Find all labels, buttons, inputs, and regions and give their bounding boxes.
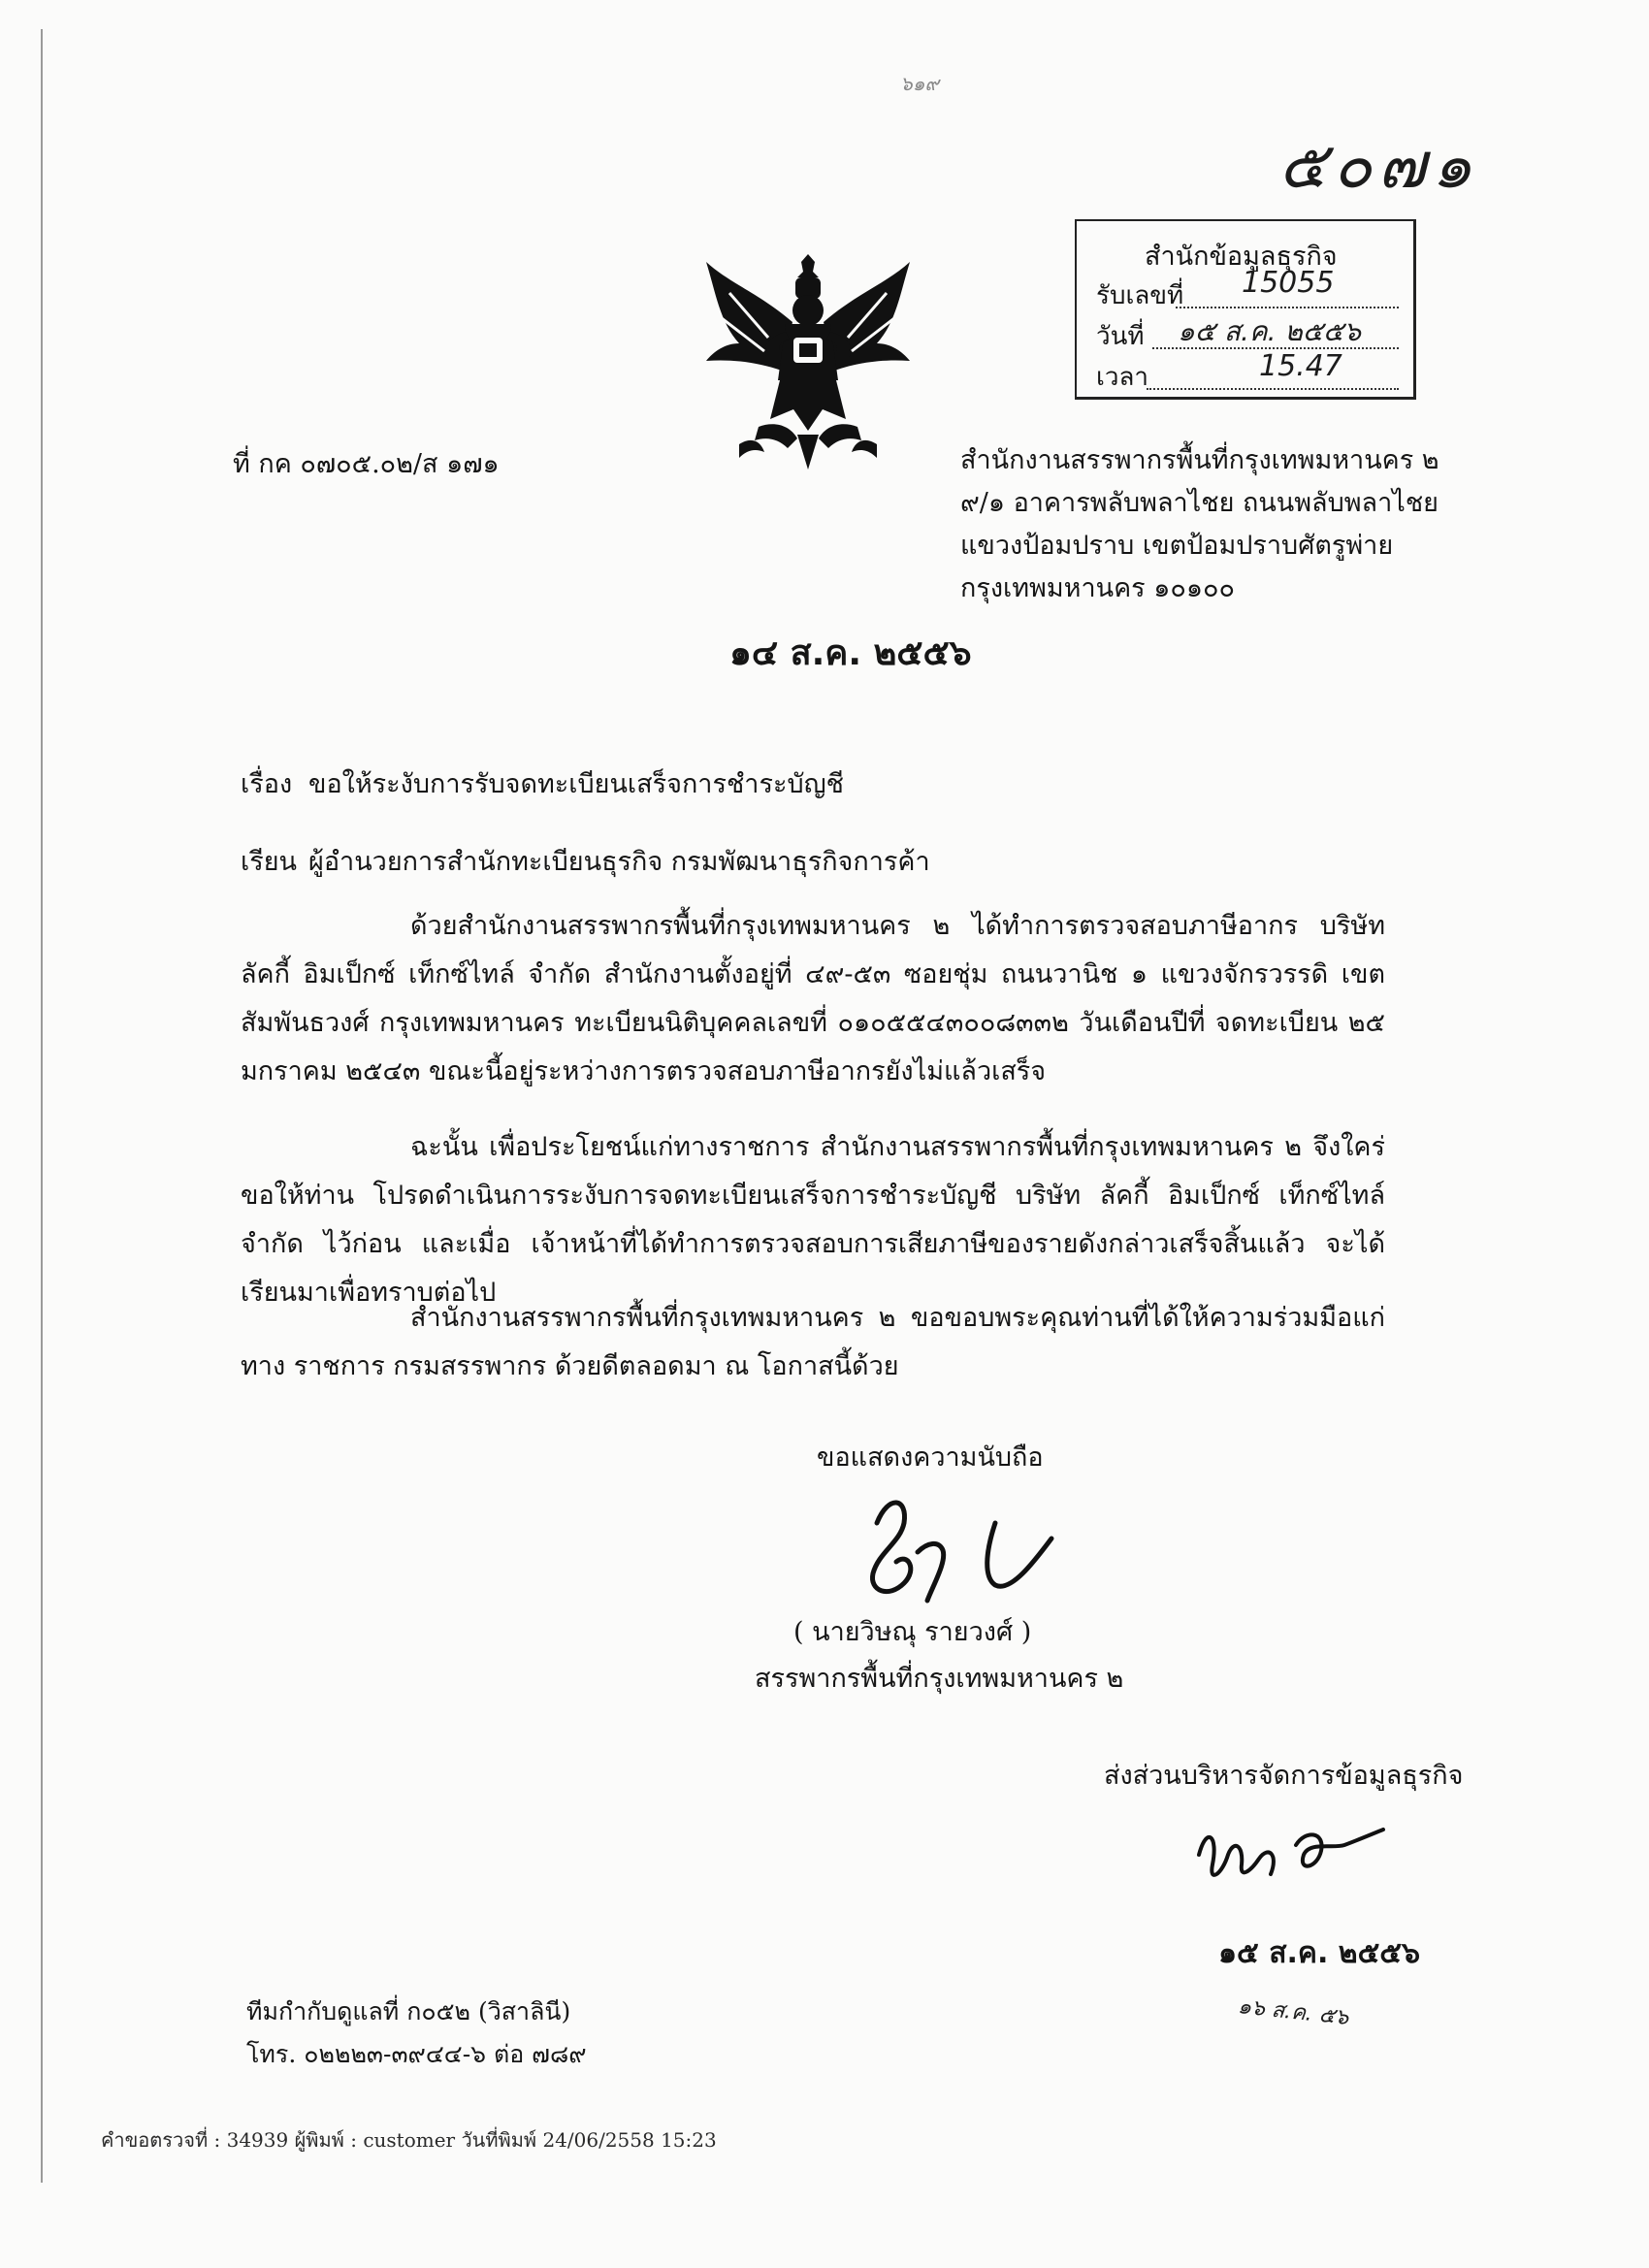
signature-icon bbox=[850, 1484, 1063, 1610]
stamp-receive-value: 15055 bbox=[1242, 266, 1335, 300]
forward-date: ๑๕ ส.ค. ๒๕๕๖ bbox=[1218, 1936, 1421, 1970]
forward-note: ส่งส่วนบริหารจัดการข้อมูลธุรกิจ bbox=[1104, 1761, 1464, 1791]
forward-initials: ๑๖ ส.ค. ๕๖ bbox=[1236, 1994, 1350, 2030]
receiving-stamp bbox=[1075, 219, 1416, 400]
sender-address-line-1: สำนักงานสรรพากรพื้นที่กรุงเทพมหานคร ๒ bbox=[960, 445, 1439, 475]
stamp-date-value: ๑๕ ส.ค. ๒๕๕๖ bbox=[1178, 315, 1361, 347]
stamp-dots bbox=[1147, 388, 1399, 390]
stamp-receive-label: รับเลขที่ bbox=[1096, 281, 1184, 310]
subject-label: เรื่อง bbox=[241, 769, 293, 799]
stamp-time-label: เวลา bbox=[1096, 363, 1149, 392]
paragraph-2 bbox=[241, 1123, 1385, 1317]
sender-address-line-3: แขวงป้อมปราบ เขตป้อมปราบศัตรูพ่าย bbox=[960, 531, 1394, 561]
paragraph-1-text: ด้วยสำนักงานสรรพากรพื้นที่กรุงเทพมหานคร ๒ ได้ทำการตรวจสอบภาษีอากร บริษัท ลัคกี้ อิมเป็กซ์ เท็กซ์ไทล์ จำกัด สำนักงานตั้งอยู่ที่ ๔๙-๕๓ ซอยชุ่ม ถนนวานิช ๑ แขวงจักรวรรดิ เขตสัมพันธวงศ์ กรุงเทพมหานคร ทะเบียนนิติบุคคลเลขที่ ๐๑๐๕๕๔๓๐๐๘๓๓๒ วันเดือนปีที่ จดทะเบียน ๒๕ มกราคม ๒๕๔๓ ขณะนี้อยู่ระหว่างการตรวจสอบภาษีอากรยังไม่แล้วเสร็จ bbox=[241, 911, 1385, 1086]
scan-edge-line bbox=[41, 29, 43, 2183]
margin-mark: ๖๑๙ bbox=[900, 72, 940, 95]
garuda-emblem-icon bbox=[700, 254, 916, 470]
sender-address-line-2: ๙/๑ อาคารพลับพลาไชย ถนนพลับพลาไชย bbox=[960, 488, 1439, 518]
stamp-office: สำนักข้อมูลธุรกิจ bbox=[1145, 242, 1338, 272]
contact-team: ทีมกำกับดูแลที่ ก๐๕๒ (วิสาลินี) bbox=[246, 1997, 571, 2025]
forward-signature-icon bbox=[1189, 1806, 1393, 1903]
signer-title: สรรพากรพื้นที่กรุงเทพมหานคร ๒ bbox=[755, 1664, 1124, 1694]
contact-phone: โทร. ๐๒๒๒๓-๓๙๔๔-๖ ต่อ ๗๘๙ bbox=[246, 2040, 587, 2068]
paragraph-3 bbox=[241, 1294, 1385, 1391]
reference-number: ที่ กค ๐๗๐๕.๐๒/ส ๑๗๑ bbox=[233, 449, 500, 479]
subject-text: ขอให้ระงับการรับจดทะเบียนเสร็จการชำระบัญชี bbox=[308, 769, 844, 799]
stamp-time-value: 15.47 bbox=[1259, 349, 1342, 383]
closing-text: ขอแสดงความนับถือ bbox=[817, 1442, 1044, 1473]
stamp-date-label: วันที่ bbox=[1096, 322, 1145, 351]
sender-address-line-4: กรุงเทพมหานคร ๑๐๑๐๐ bbox=[960, 573, 1235, 603]
paragraph-1 bbox=[241, 902, 1385, 1096]
handwritten-doc-number: ๕๐๗๑ bbox=[1278, 128, 1478, 203]
paragraph-2-text: ฉะนั้น เพื่อประโยชน์แก่ทางราชการ สำนักงานสรรพากรพื้นที่กรุงเทพมหานคร ๒ จึงใคร่ขอให้ท่าน โปรดดำเนินการระงับการจดทะเบียนเสร็จการชำระบัญชี บริษัท ลัคกี้ อิมเป็กซ์ เท็กซ์ไทล์ จำกัด ไว้ก่อน และเมื่อ เจ้าหน้าที่ได้ทำการตรวจสอบการเสียภาษีของรายดังกล่าวเสร็จสิ้นแล้ว จะได้เรียนมาเพื่อทราบต่อไป bbox=[241, 1132, 1385, 1308]
recipient-label: เรียน bbox=[241, 847, 298, 877]
stamp-dots bbox=[1176, 307, 1399, 308]
signer-name: ( นายวิษณุ รายวงศ์ ) bbox=[793, 1617, 1032, 1647]
paragraph-3-text: สำนักงานสรรพากรพื้นที่กรุงเทพมหานคร ๒ ขอขอบพระคุณท่านที่ได้ให้ความร่วมมือแก่ทาง ราชการ กรมสรรพากร ด้วยดีตลอดมา ณ โอกาสนี้ด้วย bbox=[241, 1303, 1385, 1381]
print-footer: คำขอตรวจที่ : 34939 ผู้พิมพ์ : customer วันที่พิมพ์ 24/06/2558 15:23 bbox=[101, 2128, 717, 2152]
letter-date: ๑๔ ส.ค. ๒๕๕๖ bbox=[729, 633, 972, 673]
recipient-text: ผู้อำนวยการสำนักทะเบียนธุรกิจ กรมพัฒนาธุรกิจการค้า bbox=[308, 847, 930, 877]
